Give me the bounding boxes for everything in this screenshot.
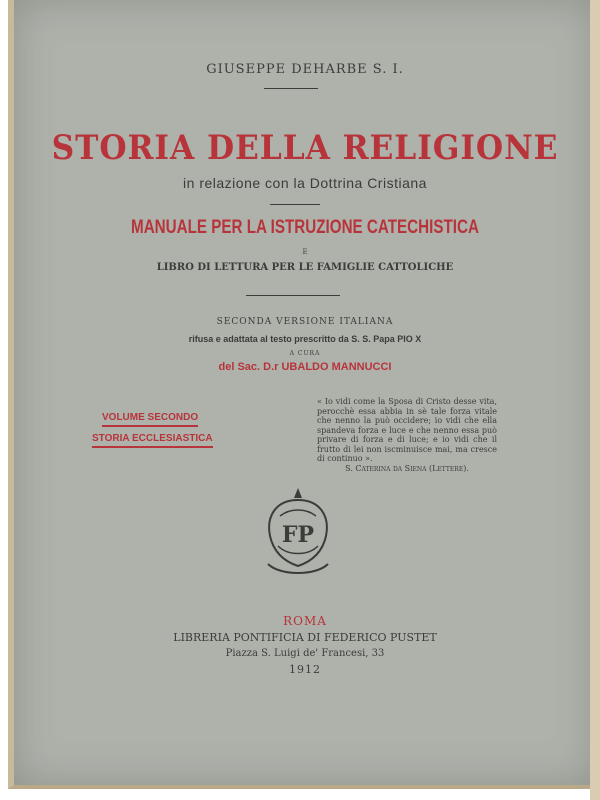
emblem-letters: FP [281, 522, 315, 548]
city: ROMA [283, 614, 327, 628]
reader-title: LIBRO DI LETTURA PER LE FAMIGLIE CATTOLICHE [156, 262, 454, 273]
volume-title: STORIA ECCLESIASTICA [92, 433, 213, 448]
page-edge [590, 0, 600, 800]
epigraph-text: « Io vidi come la Sposa di Cristo desse vita, perocchè essa abbia in sè tale forza vitale che nenno la può occidere; io vidi che ella spandeva forza e luce e che nenno essa può privare di forza e di luce; e io vidi che il frutto di lei non iscminuisce mai, ma cresce di continuo ». [317, 397, 497, 463]
divider [270, 204, 320, 205]
epigraph-source: S. Caterina da Siena (Lettere). [345, 463, 469, 473]
address: Piazza S. Luigi de' Francesi, 33 [225, 648, 385, 659]
divider [246, 295, 340, 296]
adapted-note: rifusa e adattata al testo prescritto da S. S. Papa PIO X [188, 334, 422, 344]
a-cura: A CURA [289, 350, 321, 357]
manual-title: MANUALE PER LA ISTRUZIONE CATECHISTICA [131, 217, 479, 238]
author: GIUSEPPE DEHARBE S. I. [206, 62, 404, 77]
conjunction: E [302, 248, 308, 256]
epigraph [317, 397, 497, 473]
divider [264, 88, 318, 89]
subtitle: in relazione con la Dottrina Cristiana [183, 175, 427, 191]
year: 1912 [289, 663, 321, 676]
version: SECONDA VERSIONE ITALIANA [216, 317, 394, 327]
publisher-emblem [260, 486, 336, 578]
book-cover [8, 0, 596, 789]
title: STORIA DELLA RELIGIONE [51, 128, 559, 168]
volume-label: VOLUME SECONDO [102, 412, 198, 427]
editor: del Sac. D.r UBALDO MANNUCCI [218, 361, 392, 373]
publisher: LIBRERIA PONTIFICIA DI FEDERICO PUSTET [173, 631, 437, 644]
